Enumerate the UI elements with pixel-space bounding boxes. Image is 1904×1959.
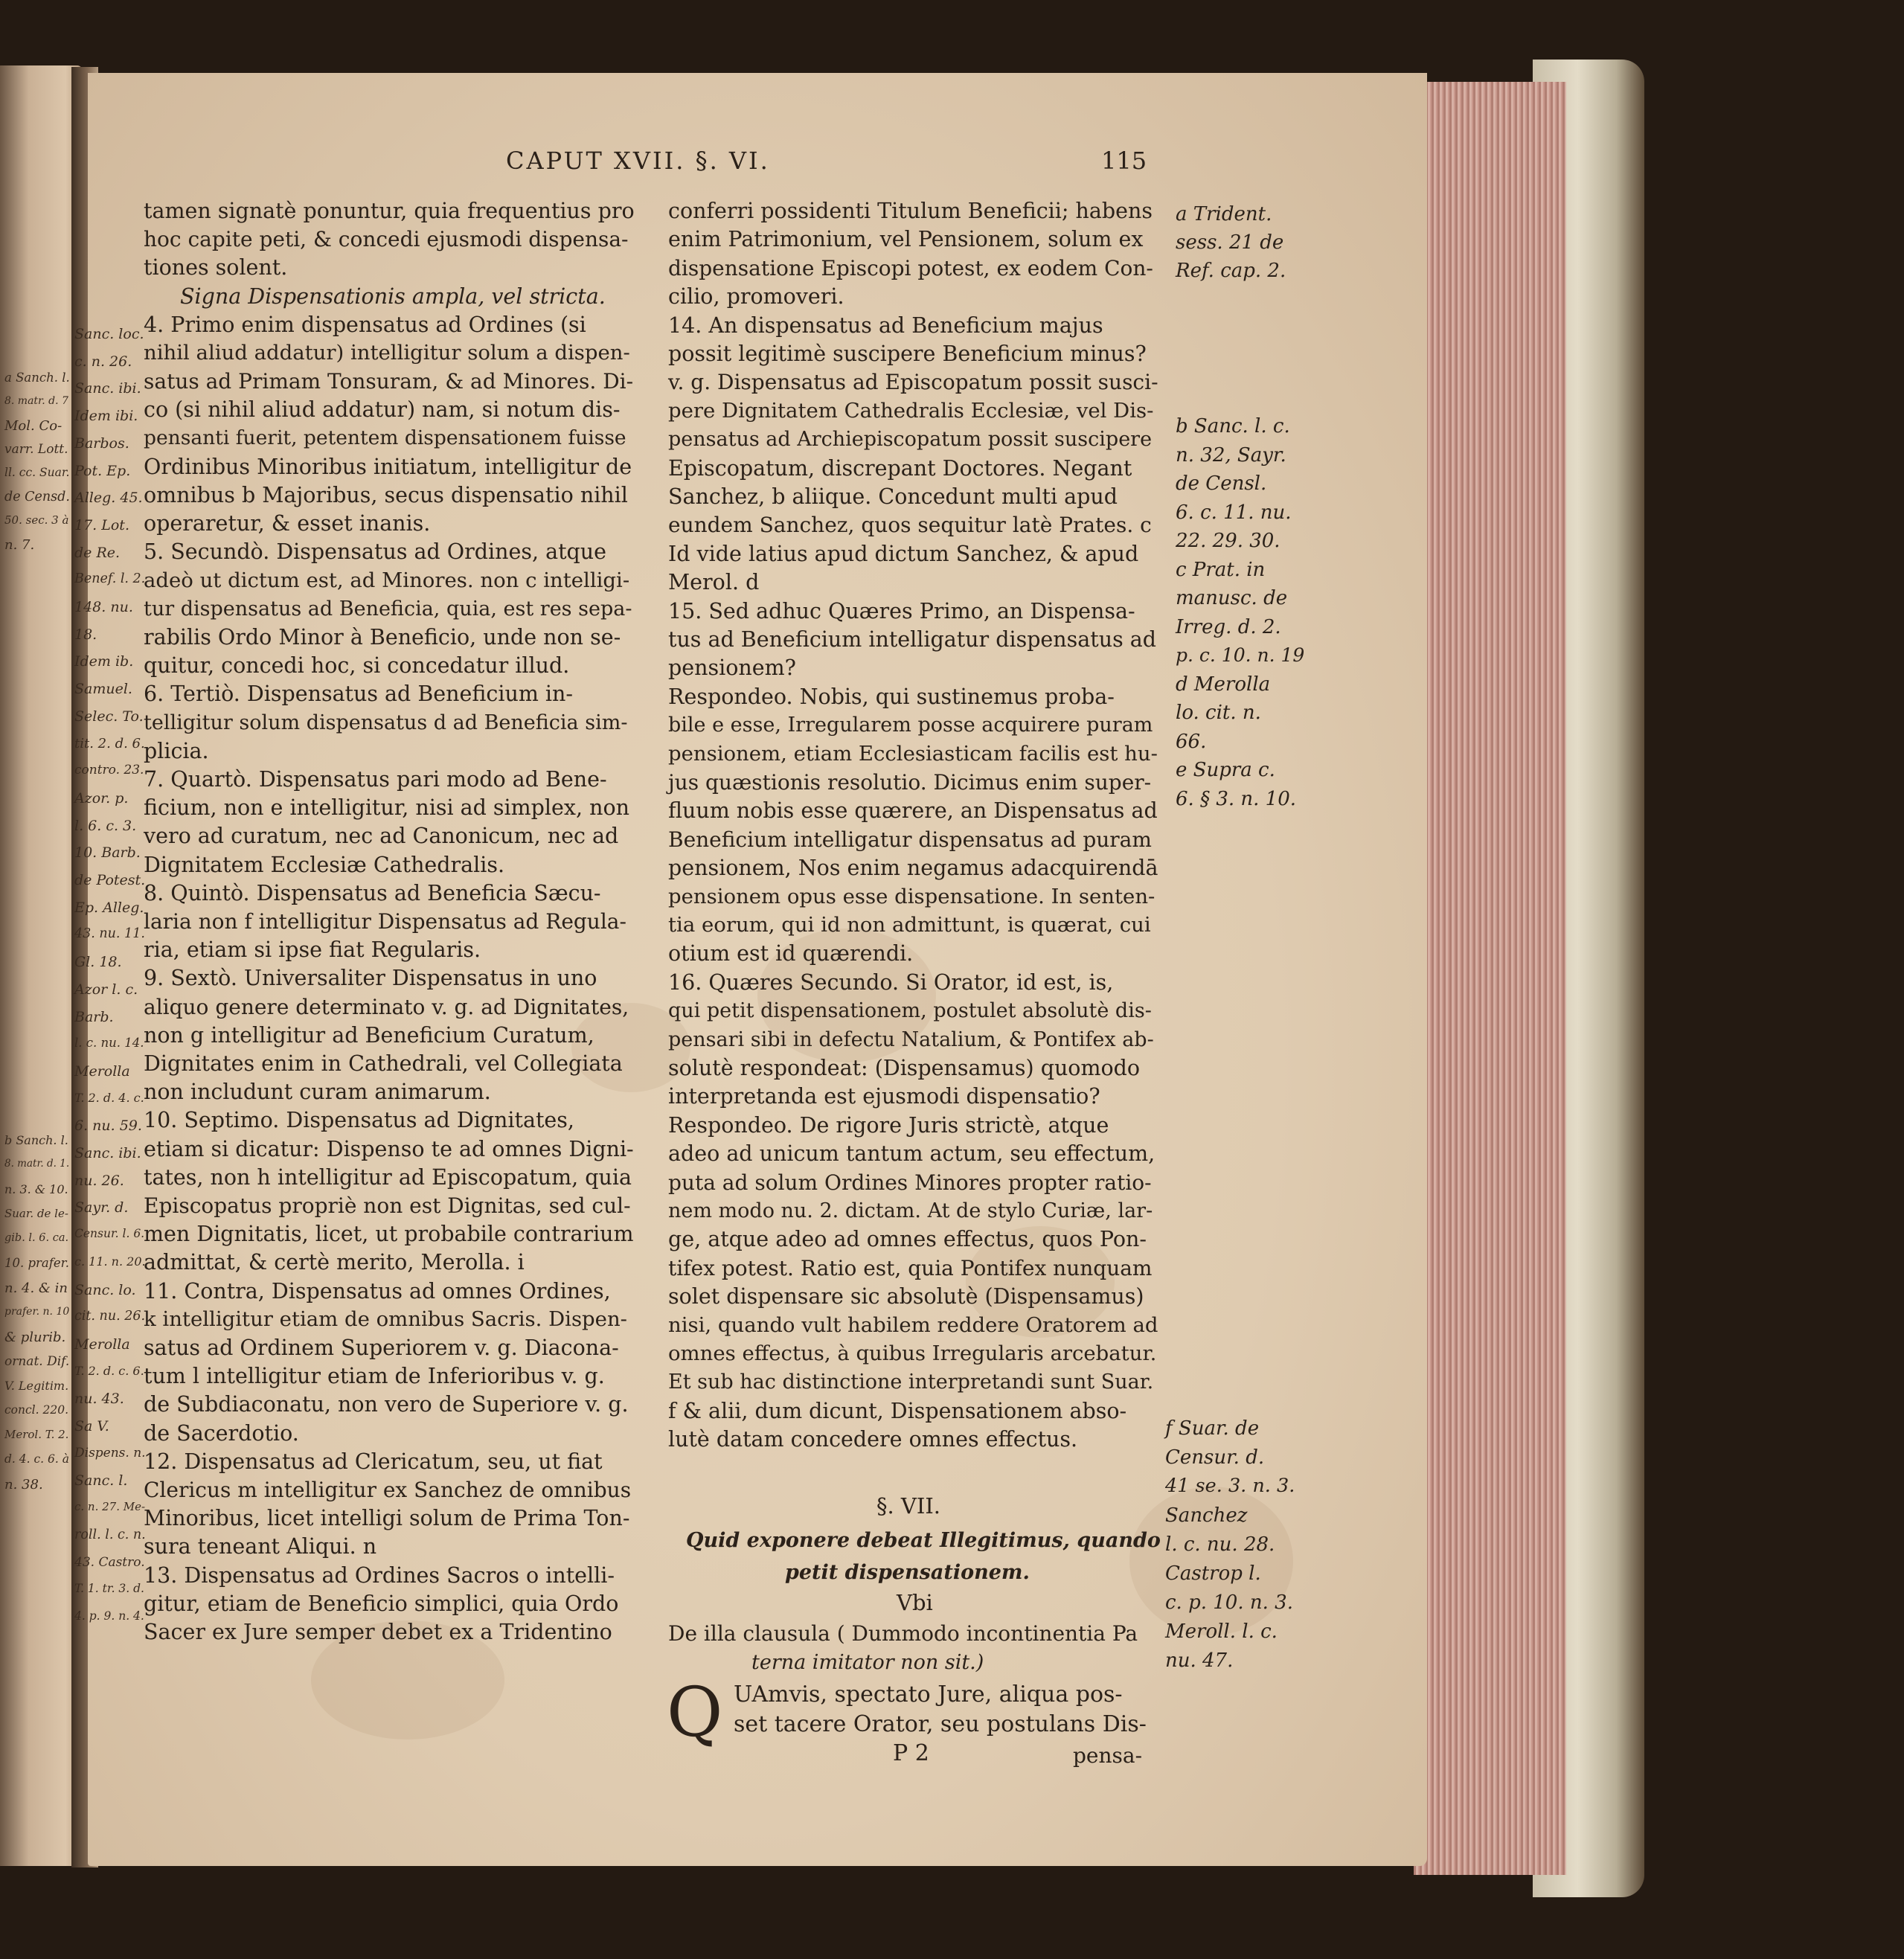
left-column-line: Dignitates enim in Cathedrali, vel Collegiata [144, 1051, 623, 1076]
right-column-line: Respondeo. Nobis, qui sustinemus proba- [668, 684, 1115, 709]
right-column-line: solet dispensare sic absolutè (Dispensamus) [668, 1284, 1144, 1309]
right-margin-b-line: p. c. 10. n. 19 [1176, 644, 1305, 666]
left-column-line: sura teneant Aliqui. n [144, 1534, 377, 1559]
prev-page-margin-line: 50. sec. 3 à [4, 513, 69, 527]
left-column-line: satus ad Primam Tonsuram, & ad Minores. Di- [144, 369, 634, 394]
left-margin-line: l. c. nu. 14. [74, 1036, 144, 1051]
left-margin-line: Sa V. [74, 1418, 109, 1434]
right-margin-b-line: c Prat. in [1176, 558, 1266, 581]
left-margin-line: Barbos. [74, 435, 129, 452]
left-column-line: plicia. [144, 738, 209, 763]
left-column-line: 8. Quintò. Dispensatus ad Beneficia Sæcu- [144, 880, 601, 905]
left-column-line: quitur, concedi hoc, si concedatur illud. [144, 653, 570, 679]
left-margin-line: de Potest. [74, 872, 146, 888]
left-margin-line: 148. nu. [74, 599, 133, 615]
right-column-line: nem modo nu. 2. dictam. At de stylo Curiæ, lar- [668, 1199, 1153, 1222]
left-margin-line: tit. 2. d. 6. [74, 735, 145, 751]
right-column-line: pensionem? [668, 655, 796, 681]
right-column-line: qui petit dispensationem, postulet absolutè dis- [668, 999, 1152, 1023]
section-body-line-1: UAmvis, spectato Jure, aliqua pos- [734, 1681, 1123, 1708]
right-margin-f-line: 41 se. 3. n. 3. [1165, 1475, 1295, 1497]
left-margin-line: c. n. 27. Me- [74, 1500, 146, 1514]
left-column-line: Ordinibus Minoribus initiatum, intelligitur de [144, 454, 632, 479]
right-column-line: Beneficium intelligatur dispensatus ad puram [668, 827, 1152, 852]
right-margin-b-line: lo. cit. n. [1176, 702, 1261, 724]
left-margin-line: Samuel. [74, 681, 132, 698]
right-margin-b-line: 22. 29. 30. [1176, 530, 1280, 552]
right-column-line: otium est id quærendi. [668, 941, 914, 966]
right-margin-b-line: 66. [1176, 730, 1207, 753]
left-margin-line: 17. Lot. [74, 516, 129, 533]
left-margin-line: contro. 23. [74, 763, 144, 778]
left-margin-line: 18. [74, 626, 97, 643]
left-margin-line: Sanc. lo. [74, 1281, 136, 1298]
left-column-line: admittat, & certè merito, Merolla. i [144, 1250, 525, 1275]
left-column-line: 4. Primo enim dispensatus ad Ordines (si [144, 312, 586, 337]
left-column-line: 9. Sextò. Universaliter Dispensatus in uno [144, 966, 597, 991]
left-margin-line: Sanc. ibi. [74, 1145, 141, 1161]
right-column-line: Respondeo. De rigore Juris strictè, atque [668, 1112, 1109, 1138]
prev-page-margin-line: varr. Lott. [4, 442, 68, 457]
right-column-line: dispensatione Episcopi potest, ex eodem Con- [668, 255, 1153, 280]
right-column-line: pensionem, etiam Ecclesiasticam facilis est hu- [668, 741, 1158, 766]
left-column-line: Clericus m intelligitur ex Sanchez de omnibus [144, 1478, 632, 1502]
right-column-line: possit legitimè suscipere Beneficium minus? [668, 342, 1147, 366]
prev-page-margin-line: a Sanch. l. [4, 371, 70, 385]
left-margin-line: Sanc. l. [74, 1472, 128, 1490]
left-column-line: operaretur, & esset inanis. [144, 511, 431, 536]
left-margin-line: Sanc. ibi. [74, 380, 141, 397]
right-margin-f-line: c. p. 10. n. 3. [1165, 1591, 1293, 1614]
prev-page-margin-line: & plurib. [4, 1330, 66, 1345]
left-margin-line: c. n. 26. [74, 353, 132, 370]
left-column-line: 11. Contra, Dispensatus ad omnes Ordines, [144, 1278, 611, 1304]
left-margin-line: Sayr. d. [74, 1199, 129, 1216]
right-column-line: 14. An dispensatus ad Beneficium majus [668, 312, 1103, 338]
left-column-line: 7. Quartò. Dispensatus pari modo ad Bene- [144, 767, 607, 792]
prev-page-margin-line: V. Legitim. [4, 1379, 69, 1393]
left-column-line: pensanti fuerit, petentem dispensationem fuisse [144, 426, 626, 449]
left-column-line: men Dignitatis, licet, ut probabile contrarium [144, 1222, 634, 1247]
right-margin-b-line: d Merolla [1176, 673, 1271, 696]
left-column-line: adeò ut dictum est, ad Minores. non c intelligi- [144, 568, 630, 592]
section-clause-line-2: terna imitator non sit.) [751, 1651, 984, 1674]
left-margin-line: l. 6. c. 3. [74, 817, 137, 834]
right-margin-f-line: Sanchez [1165, 1504, 1248, 1527]
left-margin-line: Merolla [74, 1336, 130, 1353]
prev-page-margin-line: n. 3. & 10. [4, 1182, 68, 1196]
left-column-line: non includunt curam animarum. [144, 1080, 491, 1105]
drop-cap: Q [667, 1673, 723, 1752]
right-column-line: 15. Sed adhuc Quæres Primo, an Dispensa- [668, 598, 1135, 623]
left-margin-line: Idem ib. [74, 653, 134, 670]
right-column-line: tifex potest. Ratio est, quia Pontifex nunquam [668, 1255, 1153, 1280]
signature-mark: P 2 [893, 1740, 929, 1766]
left-column-line: rabilis Ordo Minor à Beneficio, unde non se- [144, 625, 621, 650]
left-column-line: satus ad Ordinem Superiorem v. g. Diacona- [144, 1336, 619, 1360]
prev-page-margin-line: prafer. n. 10 [4, 1306, 70, 1318]
left-margin-line: T. 2. d. c. 6. [74, 1363, 144, 1378]
previous-page-edge [0, 65, 82, 1866]
right-margin-b-line: b Sanc. l. c. [1176, 415, 1290, 437]
right-margin-b-line: manusc. de [1176, 587, 1288, 609]
prev-page-margin-line: Suar. de le- [4, 1207, 68, 1220]
right-margin-b-line: 6. c. 11. nu. [1176, 501, 1292, 524]
right-margin-a-line: a Trident. [1176, 203, 1272, 225]
right-column-line: solutè respondeat: (Dispensamus) quomodo [668, 1056, 1141, 1080]
left-margin-line: cit. nu. 26. [74, 1309, 146, 1324]
right-column-line: f & alii, dum dicunt, Dispensationem abso- [668, 1398, 1127, 1423]
right-column-line: fluum nobis esse quærere, an Dispensatus ad [668, 798, 1158, 824]
right-column-line: eundem Sanchez, quos sequitur latè Prates. c [668, 513, 1152, 538]
left-column-line: gitur, etiam de Beneficio simplici, quia Ordo [144, 1591, 619, 1616]
right-column-line: Et sub hac distinctione interpretandi sunt Suar. [668, 1370, 1154, 1394]
prev-page-margin-line: ll. cc. Suar. [4, 466, 70, 479]
left-margin-line: Sanc. loc. [74, 326, 144, 342]
prev-page-margin-line: de Censd. [4, 490, 70, 504]
right-column-line: pere Dignitatem Cathedralis Ecclesiæ, vel Dis- [668, 398, 1154, 423]
right-margin-b-line: 6. § 3. n. 10. [1176, 787, 1297, 810]
prev-page-margin-line: 8. matr. d. 1. [4, 1158, 70, 1170]
right-column-line: interpretanda est ejusmodi dispensatio? [668, 1084, 1100, 1109]
prev-page-margin-line: n. 7. [4, 537, 35, 553]
right-column-line: Merol. d [668, 570, 760, 595]
section-clause-line-1: De illa clausula ( Dummodo incontinentia Pa [668, 1621, 1138, 1646]
left-margin-line: Selec. To. [74, 708, 144, 725]
right-column-line: adeo ad unicum tantum actum, seu effectum, [668, 1141, 1155, 1167]
left-margin-line: Idem ibi. [74, 408, 138, 425]
left-column-line: nihil aliud addatur) intelligitur solum a dispen- [144, 341, 630, 365]
left-column-line: tum l intelligitur etiam de Inferioribus v. g. [144, 1364, 605, 1389]
prev-page-margin-line: d. 4. c. 6. à [4, 1452, 69, 1466]
right-column-line: 16. Quæres Secundo. Si Orator, id est, is, [668, 969, 1114, 995]
left-margin-line: Azor l. c. [74, 981, 138, 998]
right-column-line: Episcopatum, discrepant Doctores. Negant [668, 455, 1132, 481]
left-column-line: Dignitatem Ecclesiæ Cathedralis. [144, 852, 505, 877]
right-margin-a-line: sess. 21 de [1176, 231, 1284, 254]
right-column-line: ge, atque adeo ad omnes effectus, quos Pon- [668, 1227, 1147, 1252]
prev-page-margin-line: 10. prafer. [4, 1256, 69, 1270]
left-margin-line: Barb. [74, 1008, 114, 1025]
right-column-line: jus quæstionis resolutio. Dicimus enim super- [668, 770, 1152, 795]
right-margin-f-line: l. c. nu. 28. [1165, 1533, 1275, 1556]
left-column-line: vero ad curatum, nec ad Canonicum, nec ad [144, 824, 619, 849]
left-column-line: Signa Dispensationis ampla, vel stricta. [180, 283, 606, 309]
left-margin-line: roll. l. c. n. [74, 1527, 146, 1542]
left-column-line: tamen signatè ponuntur, quia frequentius pro [144, 199, 635, 223]
section-body-line-2: set tacere Orator, seu postulans Dis- [734, 1711, 1147, 1737]
right-column-line: lutè datam concedere omnes effectus. [668, 1427, 1078, 1452]
left-margin-line: 43. Castro. [74, 1554, 145, 1570]
left-margin-line: nu. 26. [74, 1172, 124, 1189]
left-column-line: 10. Septimo. Dispensatus ad Dignitates, [144, 1108, 574, 1133]
right-margin-b-line: de Censl. [1176, 472, 1267, 495]
right-column-line: bile e esse, Irregularem posse acquirere puram [668, 714, 1153, 737]
prev-page-margin-line: Merol. T. 2. [4, 1428, 69, 1441]
left-column-line: ria, etiam si ipse fiat Regularis. [144, 937, 481, 963]
prev-page-margin-line: ornat. Dif. [4, 1354, 70, 1369]
left-column-line: hoc capite peti, & concedi ejusmodi dispensa- [144, 227, 629, 252]
right-margin-a-line: Ref. cap. 2. [1176, 260, 1286, 282]
section-title-line-1: Quid exponere debeat Illegitimus, quando [686, 1529, 1161, 1552]
left-column-line: Episcopatus propriè non est Dignitas, sed cul- [144, 1193, 631, 1218]
left-margin-line: 10. Barb. [74, 844, 141, 862]
left-column-line: tur dispensatus ad Beneficia, quia, est res sepa- [144, 597, 632, 621]
left-margin-line: Ep. Alleg. [74, 899, 144, 916]
right-column-line: v. g. Dispensatus ad Episcopatum possit susci- [668, 370, 1158, 395]
left-margin-line: Alleg. 45. [74, 490, 143, 507]
right-column-line: puta ad solum Ordines Minores propter ratio- [668, 1170, 1152, 1195]
left-margin-line: nu. 43. [74, 1391, 124, 1408]
right-column-line: nisi, quando vult habilem reddere Oratorem ad [668, 1312, 1158, 1337]
left-column-line: Minoribus, licet intelligi solum de Prima Ton- [144, 1506, 630, 1531]
left-margin-line: T. 2. d. 4. c. [74, 1090, 144, 1105]
left-margin-line: 4. p. 9. n. 4. [74, 1609, 144, 1623]
right-margin-f-line: Meroll. l. c. [1165, 1620, 1278, 1643]
left-margin-line: 6. nu. 59. [74, 1118, 142, 1135]
left-column-line: omnibus b Majoribus, secus dispensatio nihil [144, 483, 628, 507]
left-column-line: 5. Secundò. Dispensatus ad Ordines, atque [144, 539, 607, 565]
right-column-line: pensari sibi in defectu Natalium, & Pontifex ab- [668, 1027, 1154, 1051]
right-margin-f-line: Castrop l. [1165, 1562, 1261, 1585]
right-column-line: omnes effectus, à quibus Irregularis arcebatur. [668, 1341, 1157, 1365]
right-column-line: Sanchez, b aliique. Concedunt multi apud [668, 484, 1118, 509]
left-margin-line: Gl. 18. [74, 954, 122, 971]
page-edges [1414, 82, 1566, 1875]
right-margin-b-line: Irreg. d. 2. [1176, 615, 1281, 638]
left-column-line: ficium, non e intelligitur, nisi ad simplex, non [144, 795, 629, 821]
left-margin-line: Censur. l. 6. [74, 1227, 145, 1241]
right-margin-f-line: nu. 47. [1165, 1649, 1234, 1672]
right-column-line: tia eorum, qui id non admittunt, is quærat, cui [668, 913, 1151, 937]
right-column-line: conferri possidenti Titulum Beneficii; habens [668, 199, 1153, 223]
left-column-line: non g intelligitur ad Beneficium Curatum, [144, 1022, 594, 1048]
left-margin-line: de Re. [74, 544, 121, 561]
right-column-line: Id vide latius apud dictum Sanchez, & apud [668, 541, 1139, 566]
left-margin-line: Merolla [74, 1062, 130, 1080]
prev-page-margin-line: Mol. Co- [4, 418, 62, 434]
left-column-line: k intelligitur etiam de omnibus Sacris. Dispen- [144, 1306, 627, 1331]
left-margin-line: Azor. p. [74, 789, 129, 807]
left-margin-line: Pot. Ep. [74, 462, 131, 479]
left-column-line: etiam si dicatur: Dispenso te ad omnes Digni- [144, 1136, 634, 1161]
left-column-line: laria non f intelligitur Dispensatus ad Regula- [144, 909, 626, 934]
left-column-line: de Subdiaconatu, non vero de Superiore v. g. [144, 1392, 629, 1417]
left-margin-line: c. 11. n. 20. [74, 1254, 146, 1269]
right-margin-f-line: f Suar. de [1165, 1417, 1260, 1440]
right-column-line: pensionem, Nos enim negamus adacquirendā [668, 856, 1158, 881]
prev-page-margin-line: n. 38. [4, 1477, 43, 1493]
prev-page-margin-line: b Sanch. l. [4, 1133, 68, 1147]
left-column-line: 12. Dispensatus ad Clericatum, seu, ut fiat [144, 1449, 603, 1474]
left-column-line: tates, non h intelligitur ad Episcopatum, quia [144, 1164, 632, 1190]
prev-page-margin-line: concl. 220. [4, 1403, 68, 1417]
left-margin-line: Benef. l. 2. [74, 571, 146, 587]
right-column-line: pensatus ad Archiepiscopatum possit suscipere [668, 428, 1153, 452]
left-column-line: 6. Tertiò. Dispensatus ad Beneficium in- [144, 682, 573, 707]
right-column-line: pensionem opus esse dispensatione. In senten- [668, 884, 1155, 908]
left-margin-line: 43. nu. 11. [74, 926, 145, 942]
left-column-line: telligitur solum dispensatus d ad Beneficia sim- [144, 711, 628, 734]
right-margin-f-line: Censur. d. [1165, 1446, 1265, 1469]
left-column-line: aliquo genere determinato v. g. ad Dignitates, [144, 994, 629, 1019]
left-column-line: de Sacerdotio. [144, 1420, 299, 1446]
section-title-line-2: petit dispensationem. [785, 1561, 1030, 1584]
prev-page-margin-line: n. 4. & in [4, 1280, 68, 1296]
left-column-line: 13. Dispensatus ad Ordines Sacros o intelli- [144, 1562, 615, 1588]
prev-page-margin-line: 8. matr. d. 7 [4, 395, 68, 407]
left-margin-line: Dispens. n. [74, 1445, 146, 1461]
left-margin-line: T. 1. tr. 3. d. [74, 1582, 144, 1596]
right-column-line: tus ad Beneficium intelligatur dispensatus ad [668, 627, 1157, 652]
left-column-line: co (si nihil aliud addatur) nam, si notum dis- [144, 397, 621, 423]
right-margin-b-line: n. 32, Sayr. [1176, 443, 1286, 466]
right-column-line: enim Patrimonium, vel Pensionem, solum ex [668, 227, 1144, 252]
page-number: 115 [1101, 147, 1147, 175]
running-title: CAPUT XVII. §. VI. [506, 147, 770, 175]
right-margin-b-line: e Supra c. [1176, 759, 1275, 781]
prev-page-margin-line: gib. l. 6. ca. [4, 1232, 69, 1244]
left-column-line: Sacer ex Jure semper debet ex a Tridentino [144, 1620, 612, 1644]
catchword: pensa- [1073, 1743, 1143, 1768]
left-column-line: tiones solent. [144, 255, 288, 280]
section-heading: §. VII. [876, 1493, 941, 1519]
section-vbi: Vbi [897, 1590, 933, 1615]
right-column-line: cilio, promoveri. [668, 284, 844, 310]
